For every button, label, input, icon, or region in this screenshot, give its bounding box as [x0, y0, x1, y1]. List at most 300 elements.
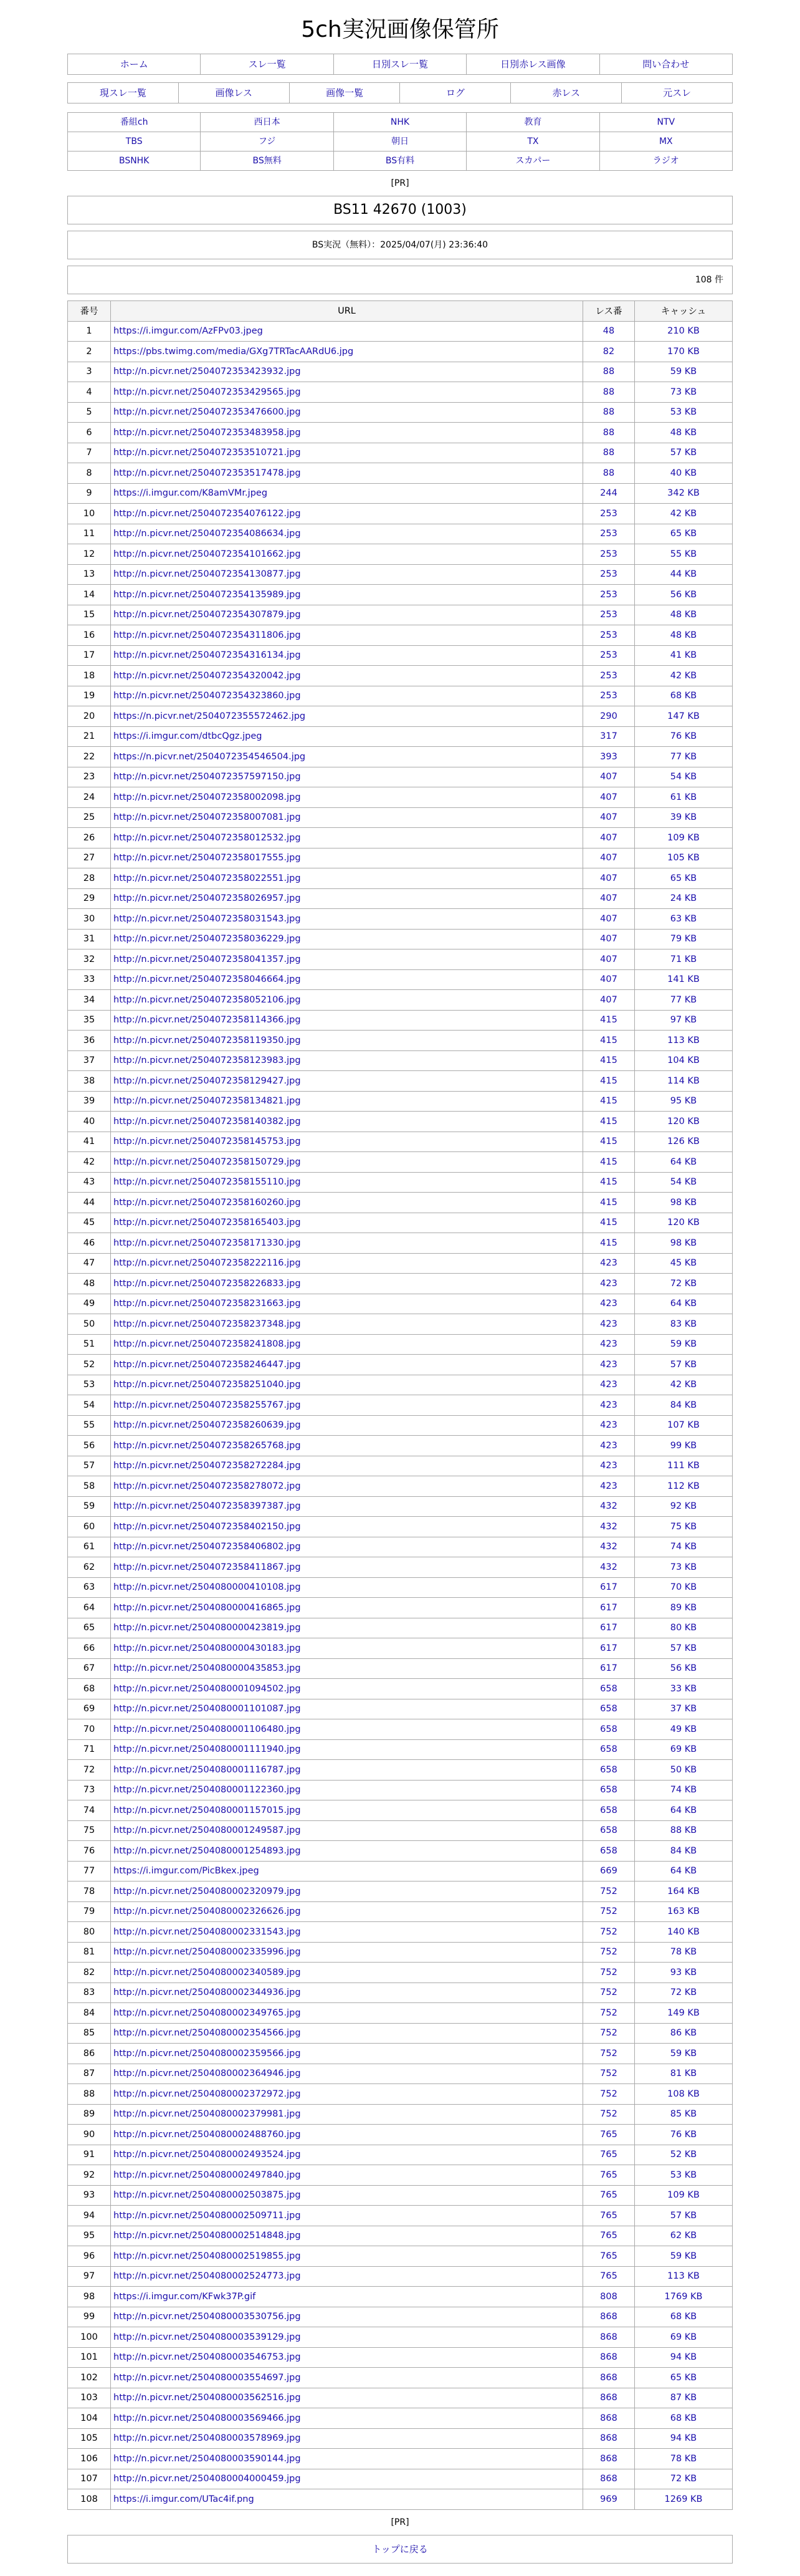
cache-size-link[interactable]: 59 KB — [635, 362, 733, 382]
cache-size-link[interactable]: 108 KB — [635, 2084, 733, 2105]
image-url-link[interactable]: http://n.picvr.net/2504072358114366.jpg — [113, 1015, 301, 1026]
cache-size-link[interactable]: 79 KB — [635, 929, 733, 949]
res-number-link[interactable]: 752 — [583, 1942, 635, 1963]
cache-size-link[interactable]: 105 KB — [635, 848, 733, 868]
cache-size-link[interactable]: 59 KB — [635, 2044, 733, 2064]
cache-size-link[interactable]: 54 KB — [635, 767, 733, 787]
cache-size-link[interactable]: 72 KB — [635, 1274, 733, 1294]
res-number-link[interactable]: 658 — [583, 1739, 635, 1760]
res-number-link[interactable]: 88 — [583, 423, 635, 443]
res-number-link[interactable]: 48 — [583, 321, 635, 342]
res-number-link[interactable]: 88 — [583, 463, 635, 484]
image-url-link[interactable]: http://n.picvr.net/2504080002349765.jpg — [113, 2007, 301, 2018]
cache-size-link[interactable]: 126 KB — [635, 1132, 733, 1152]
res-number-link[interactable]: 407 — [583, 909, 635, 930]
cache-size-link[interactable]: 72 KB — [635, 1982, 733, 2003]
image-url-link[interactable]: http://n.picvr.net/2504072354086634.jpg — [113, 529, 301, 539]
cache-size-link[interactable]: 76 KB — [635, 2125, 733, 2145]
image-url-link[interactable]: http://n.picvr.net/2504072358406802.jpg — [113, 1542, 301, 1552]
cache-size-link[interactable]: 111 KB — [635, 1456, 733, 1476]
res-number-link[interactable]: 752 — [583, 2104, 635, 2125]
res-number-link[interactable]: 765 — [583, 2145, 635, 2165]
res-number-link[interactable]: 752 — [583, 2044, 635, 2064]
res-number-link[interactable]: 407 — [583, 949, 635, 970]
cache-size-link[interactable]: 81 KB — [635, 2064, 733, 2084]
res-number-link[interactable]: 253 — [583, 564, 635, 585]
res-number-link[interactable]: 765 — [583, 2165, 635, 2186]
image-url-link[interactable]: http://n.picvr.net/2504080000423819.jpg — [113, 1623, 301, 1633]
cache-size-link[interactable]: 69 KB — [635, 1739, 733, 1760]
cache-size-link[interactable]: 120 KB — [635, 1112, 733, 1132]
image-url-link[interactable]: http://n.picvr.net/2504080002519855.jpg — [113, 2251, 301, 2261]
image-url-link[interactable]: http://n.picvr.net/2504072358255767.jpg — [113, 1400, 301, 1410]
res-number-link[interactable]: 253 — [583, 504, 635, 524]
image-url-link[interactable]: http://n.picvr.net/2504072354323860.jpg — [113, 691, 301, 701]
image-url-link[interactable]: http://n.picvr.net/2504072354101662.jpg — [113, 549, 301, 559]
image-url-link[interactable]: http://n.picvr.net/2504072358272284.jpg — [113, 1461, 301, 1471]
cache-size-link[interactable]: 59 KB — [635, 1334, 733, 1355]
image-url-link[interactable]: http://n.picvr.net/2504080002379981.jpg — [113, 2109, 301, 2120]
cache-size-link[interactable]: 141 KB — [635, 969, 733, 990]
image-url-link[interactable]: http://n.picvr.net/2504072358265768.jpg — [113, 1440, 301, 1451]
res-number-link[interactable]: 415 — [583, 1071, 635, 1092]
image-url-link[interactable]: http://n.picvr.net/2504080000435853.jpg — [113, 1663, 301, 1674]
cache-size-link[interactable]: 80 KB — [635, 1618, 733, 1638]
image-url-link[interactable]: http://n.picvr.net/2504072354311806.jpg — [113, 630, 301, 640]
cache-size-link[interactable]: 113 KB — [635, 2266, 733, 2287]
cache-size-link[interactable]: 147 KB — [635, 706, 733, 727]
res-number-link[interactable]: 752 — [583, 2023, 635, 2044]
image-url-link[interactable]: http://n.picvr.net/2504080002344936.jpg — [113, 1987, 301, 1998]
image-url-link[interactable]: http://n.picvr.net/2504080001116787.jpg — [113, 1764, 301, 1775]
cache-size-link[interactable]: 54 KB — [635, 1172, 733, 1193]
res-number-link[interactable]: 317 — [583, 726, 635, 747]
res-number-link[interactable]: 423 — [583, 1476, 635, 1497]
res-number-link[interactable]: 432 — [583, 1537, 635, 1557]
res-number-link[interactable]: 658 — [583, 1841, 635, 1862]
image-url-link[interactable]: http://n.picvr.net/2504072358140382.jpg — [113, 1116, 301, 1127]
res-number-link[interactable]: 253 — [583, 686, 635, 706]
cache-size-link[interactable]: 50 KB — [635, 1760, 733, 1781]
cache-size-link[interactable]: 53 KB — [635, 402, 733, 423]
cache-size-link[interactable]: 68 KB — [635, 686, 733, 706]
image-url-link[interactable]: http://n.picvr.net/2504080004000459.jpg — [113, 2474, 301, 2484]
image-url-link[interactable]: http://n.picvr.net/2504080002493524.jpg — [113, 2150, 301, 2160]
image-url-link[interactable]: http://n.picvr.net/2504080001101087.jpg — [113, 1704, 301, 1714]
image-url-link[interactable]: http://n.picvr.net/2504072358041357.jpg — [113, 954, 301, 964]
thread-menu-item-3[interactable]: ログ — [400, 83, 511, 103]
cache-size-link[interactable]: 109 KB — [635, 828, 733, 848]
res-number-link[interactable]: 658 — [583, 1800, 635, 1821]
res-number-link[interactable]: 253 — [583, 524, 635, 544]
image-url-link[interactable]: http://n.picvr.net/2504072353510721.jpg — [113, 448, 301, 458]
cache-size-link[interactable]: 48 KB — [635, 625, 733, 646]
main-menu-item-3[interactable]: 日別赤レス画像 — [467, 54, 599, 75]
image-url-link[interactable]: https://i.imgur.com/AzFPv03.jpeg — [113, 326, 263, 337]
image-url-link[interactable]: http://n.picvr.net/2504072358237348.jpg — [113, 1319, 301, 1329]
cache-size-link[interactable]: 104 KB — [635, 1050, 733, 1071]
image-url-link[interactable]: http://n.picvr.net/2504072358134821.jpg — [113, 1096, 301, 1107]
cache-size-link[interactable]: 57 KB — [635, 1355, 733, 1375]
cache-size-link[interactable]: 120 KB — [635, 1213, 733, 1233]
image-url-link[interactable]: https://i.imgur.com/PicBkex.jpeg — [113, 1866, 259, 1877]
cache-size-link[interactable]: 53 KB — [635, 2165, 733, 2186]
cache-size-link[interactable]: 75 KB — [635, 1517, 733, 1537]
image-url-link[interactable]: http://n.picvr.net/2504080001157015.jpg — [113, 1805, 301, 1815]
cache-size-link[interactable]: 71 KB — [635, 949, 733, 970]
res-number-link[interactable]: 393 — [583, 747, 635, 767]
cache-size-link[interactable]: 49 KB — [635, 1719, 733, 1740]
cache-size-link[interactable]: 69 KB — [635, 2327, 733, 2348]
image-url-link[interactable]: http://n.picvr.net/2504080003569466.jpg — [113, 2413, 301, 2423]
image-url-link[interactable]: http://n.picvr.net/2504072358251040.jpg — [113, 1380, 301, 1390]
image-url-link[interactable]: https://i.imgur.com/K8amVMr.jpeg — [113, 488, 268, 499]
cache-size-link[interactable]: 64 KB — [635, 1294, 733, 1314]
image-url-link[interactable]: http://n.picvr.net/2504080002354566.jpg — [113, 2028, 301, 2039]
res-number-link[interactable]: 658 — [583, 1760, 635, 1781]
cache-size-link[interactable]: 107 KB — [635, 1415, 733, 1436]
image-url-link[interactable]: http://n.picvr.net/2504072358231663.jpg — [113, 1299, 301, 1309]
image-url-link[interactable]: http://n.picvr.net/2504080000410108.jpg — [113, 1582, 301, 1593]
image-url-link[interactable]: http://n.picvr.net/2504080002335996.jpg — [113, 1947, 301, 1958]
thread-menu-item-1[interactable]: 画像レス — [179, 83, 290, 103]
cache-size-link[interactable]: 94 KB — [635, 2428, 733, 2449]
image-url-link[interactable]: http://n.picvr.net/2504072358241808.jpg — [113, 1339, 301, 1350]
channel-link-1[interactable]: 西日本 — [201, 113, 333, 132]
image-url-link[interactable]: http://n.picvr.net/2504072354130877.jpg — [113, 569, 301, 580]
image-url-link[interactable]: http://n.picvr.net/2504072358052106.jpg — [113, 994, 301, 1005]
res-number-link[interactable]: 407 — [583, 888, 635, 909]
image-url-link[interactable]: http://n.picvr.net/2504072353483958.jpg — [113, 427, 301, 438]
image-url-link[interactable]: http://n.picvr.net/2504080002340589.jpg — [113, 1967, 301, 1978]
cache-size-link[interactable]: 114 KB — [635, 1071, 733, 1092]
res-number-link[interactable]: 868 — [583, 2428, 635, 2449]
cache-size-link[interactable]: 42 KB — [635, 1375, 733, 1395]
res-number-link[interactable]: 423 — [583, 1355, 635, 1375]
image-url-link[interactable]: http://n.picvr.net/2504072354316134.jpg — [113, 650, 301, 661]
cache-size-link[interactable]: 89 KB — [635, 1598, 733, 1618]
cache-size-link[interactable]: 64 KB — [635, 1800, 733, 1821]
res-number-link[interactable]: 407 — [583, 787, 635, 808]
channel-link-10[interactable]: BSNHK — [68, 151, 201, 171]
image-url-link[interactable]: http://n.picvr.net/2504080001254893.jpg — [113, 1845, 301, 1856]
cache-size-link[interactable]: 45 KB — [635, 1253, 733, 1274]
res-number-link[interactable]: 423 — [583, 1334, 635, 1355]
res-number-link[interactable]: 868 — [583, 2388, 635, 2408]
image-url-link[interactable]: http://n.picvr.net/2504072358278072.jpg — [113, 1481, 301, 1491]
res-number-link[interactable]: 752 — [583, 2064, 635, 2084]
res-number-link[interactable]: 88 — [583, 443, 635, 463]
cache-size-link[interactable]: 92 KB — [635, 1496, 733, 1517]
thread-menu-item-0[interactable]: 現スレ一覧 — [68, 83, 179, 103]
res-number-link[interactable]: 752 — [583, 1982, 635, 2003]
cache-size-link[interactable]: 72 KB — [635, 2469, 733, 2489]
thread-menu-item-5[interactable]: 元スレ — [622, 83, 733, 103]
res-number-link[interactable]: 253 — [583, 585, 635, 605]
image-url-link[interactable]: http://n.picvr.net/2504072357597150.jpg — [113, 772, 301, 782]
res-number-link[interactable]: 808 — [583, 2287, 635, 2307]
res-number-link[interactable]: 969 — [583, 2489, 635, 2510]
image-url-link[interactable]: http://n.picvr.net/2504072358123983.jpg — [113, 1055, 301, 1066]
image-url-link[interactable]: http://n.picvr.net/2504072358002098.jpg — [113, 792, 301, 802]
channel-link-0[interactable]: 番組ch — [68, 113, 201, 132]
res-number-link[interactable]: 415 — [583, 1193, 635, 1213]
cache-size-link[interactable]: 70 KB — [635, 1577, 733, 1598]
image-url-link[interactable]: http://n.picvr.net/2504072358012532.jpg — [113, 832, 301, 843]
res-number-link[interactable]: 253 — [583, 544, 635, 565]
cache-size-link[interactable]: 33 KB — [635, 1679, 733, 1699]
cache-size-link[interactable]: 55 KB — [635, 544, 733, 565]
cache-size-link[interactable]: 65 KB — [635, 868, 733, 889]
res-number-link[interactable]: 765 — [583, 2226, 635, 2246]
cache-size-link[interactable]: 42 KB — [635, 666, 733, 686]
channel-link-5[interactable]: TBS — [68, 132, 201, 151]
res-number-link[interactable]: 423 — [583, 1274, 635, 1294]
res-number-link[interactable]: 752 — [583, 1922, 635, 1943]
channel-link-7[interactable]: 朝日 — [334, 132, 467, 151]
res-number-link[interactable]: 617 — [583, 1598, 635, 1618]
res-number-link[interactable]: 617 — [583, 1577, 635, 1598]
channel-link-9[interactable]: MX — [600, 132, 733, 151]
res-number-link[interactable]: 765 — [583, 2246, 635, 2267]
cache-size-link[interactable]: 149 KB — [635, 2003, 733, 2024]
res-number-link[interactable]: 415 — [583, 1213, 635, 1233]
res-number-link[interactable]: 253 — [583, 666, 635, 686]
image-url-link[interactable]: http://n.picvr.net/2504072354320042.jpg — [113, 670, 301, 681]
main-menu-item-2[interactable]: 日別スレ一覧 — [334, 54, 467, 75]
cache-size-link[interactable]: 85 KB — [635, 2104, 733, 2125]
channel-link-2[interactable]: NHK — [334, 113, 467, 132]
cache-size-link[interactable]: 52 KB — [635, 2145, 733, 2165]
channel-link-14[interactable]: ラジオ — [600, 151, 733, 171]
cache-size-link[interactable]: 39 KB — [635, 807, 733, 828]
res-number-link[interactable]: 752 — [583, 2084, 635, 2105]
cache-size-link[interactable]: 76 KB — [635, 726, 733, 747]
res-number-link[interactable]: 432 — [583, 1557, 635, 1578]
image-url-link[interactable]: http://n.picvr.net/2504072358026957.jpg — [113, 893, 301, 904]
image-url-link[interactable]: http://n.picvr.net/2504080002524773.jpg — [113, 2271, 301, 2282]
res-number-link[interactable]: 423 — [583, 1375, 635, 1395]
image-url-link[interactable]: https://i.imgur.com/UTac4if.png — [113, 2494, 254, 2504]
cache-size-link[interactable]: 59 KB — [635, 2246, 733, 2267]
main-menu-item-1[interactable]: スレ一覧 — [201, 54, 333, 75]
image-url-link[interactable]: http://n.picvr.net/2504072358017555.jpg — [113, 853, 301, 863]
cache-size-link[interactable]: 64 KB — [635, 1861, 733, 1882]
image-url-link[interactable]: https://i.imgur.com/KFwk37P.gif — [113, 2291, 256, 2302]
image-url-link[interactable]: http://n.picvr.net/2504080000430183.jpg — [113, 1643, 301, 1653]
cache-size-link[interactable]: 94 KB — [635, 2347, 733, 2368]
cache-size-link[interactable]: 84 KB — [635, 1395, 733, 1416]
main-menu-item-4[interactable]: 問い合わせ — [600, 54, 733, 75]
image-url-link[interactable]: http://n.picvr.net/2504080003562516.jpg — [113, 2393, 301, 2403]
image-url-link[interactable]: http://n.picvr.net/2504072354076122.jpg — [113, 508, 301, 519]
res-number-link[interactable]: 88 — [583, 382, 635, 403]
res-number-link[interactable]: 415 — [583, 1233, 635, 1254]
image-url-link[interactable]: http://n.picvr.net/2504080001122360.jpg — [113, 1785, 301, 1795]
res-number-link[interactable]: 415 — [583, 1132, 635, 1152]
cache-size-link[interactable]: 68 KB — [635, 2408, 733, 2429]
res-number-link[interactable]: 432 — [583, 1496, 635, 1517]
res-number-link[interactable]: 617 — [583, 1638, 635, 1659]
cache-size-link[interactable]: 113 KB — [635, 1031, 733, 1051]
res-number-link[interactable]: 415 — [583, 1091, 635, 1112]
res-number-link[interactable]: 253 — [583, 625, 635, 646]
cache-size-link[interactable]: 87 KB — [635, 2388, 733, 2408]
res-number-link[interactable]: 423 — [583, 1436, 635, 1456]
channel-link-8[interactable]: TX — [467, 132, 599, 151]
res-number-link[interactable]: 407 — [583, 767, 635, 787]
res-number-link[interactable]: 415 — [583, 1031, 635, 1051]
cache-size-link[interactable]: 112 KB — [635, 1476, 733, 1497]
image-url-link[interactable]: http://n.picvr.net/2504072354307879.jpg — [113, 610, 301, 620]
res-number-link[interactable]: 432 — [583, 1517, 635, 1537]
channel-link-12[interactable]: BS有料 — [334, 151, 467, 171]
res-number-link[interactable]: 868 — [583, 2307, 635, 2327]
res-number-link[interactable]: 752 — [583, 1882, 635, 1902]
image-url-link[interactable]: https://n.picvr.net/2504072354546504.jpg — [113, 751, 306, 762]
cache-size-link[interactable]: 140 KB — [635, 1922, 733, 1943]
image-url-link[interactable]: http://n.picvr.net/2504080003554697.jpg — [113, 2372, 301, 2383]
cache-size-link[interactable]: 56 KB — [635, 585, 733, 605]
cache-size-link[interactable]: 74 KB — [635, 1537, 733, 1557]
res-number-link[interactable]: 617 — [583, 1658, 635, 1679]
cache-size-link[interactable]: 164 KB — [635, 1882, 733, 1902]
res-number-link[interactable]: 253 — [583, 605, 635, 625]
res-number-link[interactable]: 765 — [583, 2266, 635, 2287]
image-url-link[interactable]: http://n.picvr.net/2504072358046664.jpg — [113, 974, 301, 985]
cache-size-link[interactable]: 84 KB — [635, 1841, 733, 1862]
res-number-link[interactable]: 423 — [583, 1456, 635, 1476]
res-number-link[interactable]: 244 — [583, 483, 635, 504]
cache-size-link[interactable]: 64 KB — [635, 1152, 733, 1173]
image-url-link[interactable]: https://n.picvr.net/2504072355572462.jpg — [113, 711, 306, 721]
image-url-link[interactable]: http://n.picvr.net/2504080003578969.jpg — [113, 2433, 301, 2444]
channel-link-6[interactable]: フジ — [201, 132, 333, 151]
image-url-link[interactable]: http://n.picvr.net/2504072358031543.jpg — [113, 913, 301, 924]
cache-size-link[interactable]: 65 KB — [635, 2368, 733, 2388]
image-url-link[interactable]: http://n.picvr.net/2504072358036229.jpg — [113, 934, 301, 944]
cache-size-link[interactable]: 42 KB — [635, 504, 733, 524]
thread-menu-item-2[interactable]: 画像一覧 — [290, 83, 401, 103]
cache-size-link[interactable]: 98 KB — [635, 1233, 733, 1254]
res-number-link[interactable]: 868 — [583, 2327, 635, 2348]
image-url-link[interactable]: http://n.picvr.net/2504080002514848.jpg — [113, 2231, 301, 2241]
res-number-link[interactable]: 752 — [583, 1963, 635, 1983]
cache-size-link[interactable]: 98 KB — [635, 1193, 733, 1213]
res-number-link[interactable]: 868 — [583, 2469, 635, 2489]
cache-size-link[interactable]: 83 KB — [635, 1314, 733, 1335]
cache-size-link[interactable]: 86 KB — [635, 2023, 733, 2044]
res-number-link[interactable]: 415 — [583, 1152, 635, 1173]
res-number-link[interactable]: 407 — [583, 990, 635, 1011]
cache-size-link[interactable]: 78 KB — [635, 1942, 733, 1963]
cache-size-link[interactable]: 62 KB — [635, 2226, 733, 2246]
image-url-link[interactable]: http://n.picvr.net/2504072358129427.jpg — [113, 1075, 301, 1086]
image-url-link[interactable]: http://n.picvr.net/2504072358246447.jpg — [113, 1359, 301, 1370]
cache-size-link[interactable]: 1769 KB — [635, 2287, 733, 2307]
image-url-link[interactable]: http://n.picvr.net/2504080003546753.jpg — [113, 2352, 301, 2363]
image-url-link[interactable]: http://n.picvr.net/2504072353429565.jpg — [113, 387, 301, 397]
cache-size-link[interactable]: 73 KB — [635, 382, 733, 403]
cache-size-link[interactable]: 95 KB — [635, 1091, 733, 1112]
cache-size-link[interactable]: 88 KB — [635, 1820, 733, 1841]
res-number-link[interactable]: 415 — [583, 1112, 635, 1132]
cache-size-link[interactable]: 63 KB — [635, 909, 733, 930]
cache-size-link[interactable]: 61 KB — [635, 787, 733, 808]
res-number-link[interactable]: 415 — [583, 1050, 635, 1071]
cache-size-link[interactable]: 57 KB — [635, 1638, 733, 1659]
image-url-link[interactable]: http://n.picvr.net/2504080001106480.jpg — [113, 1724, 301, 1734]
channel-link-11[interactable]: BS無料 — [201, 151, 333, 171]
image-url-link[interactable]: http://n.picvr.net/2504072358411867.jpg — [113, 1562, 301, 1572]
image-url-link[interactable]: http://n.picvr.net/2504080002488760.jpg — [113, 2129, 301, 2140]
image-url-link[interactable]: http://n.picvr.net/2504072358155110.jpg — [113, 1177, 301, 1188]
res-number-link[interactable]: 765 — [583, 2125, 635, 2145]
image-url-link[interactable]: http://n.picvr.net/2504080003590144.jpg — [113, 2453, 301, 2464]
image-url-link[interactable]: http://n.picvr.net/2504072353476600.jpg — [113, 407, 301, 418]
res-number-link[interactable]: 868 — [583, 2408, 635, 2429]
cache-size-link[interactable]: 37 KB — [635, 1699, 733, 1719]
image-url-link[interactable]: http://n.picvr.net/2504072358171330.jpg — [113, 1238, 301, 1248]
res-number-link[interactable]: 658 — [583, 1699, 635, 1719]
cache-size-link[interactable]: 68 KB — [635, 2307, 733, 2327]
cache-size-link[interactable]: 74 KB — [635, 1780, 733, 1800]
cache-size-link[interactable]: 57 KB — [635, 443, 733, 463]
res-number-link[interactable]: 290 — [583, 706, 635, 727]
res-number-link[interactable]: 423 — [583, 1395, 635, 1416]
cache-size-link[interactable]: 99 KB — [635, 1436, 733, 1456]
image-url-link[interactable]: http://n.picvr.net/2504080003530756.jpg — [113, 2312, 301, 2322]
image-url-link[interactable]: http://n.picvr.net/2504080001111940.jpg — [113, 1744, 301, 1755]
image-url-link[interactable]: http://n.picvr.net/2504072358007081.jpg — [113, 812, 301, 823]
res-number-link[interactable]: 658 — [583, 1679, 635, 1699]
cache-size-link[interactable]: 48 KB — [635, 423, 733, 443]
cache-size-link[interactable]: 78 KB — [635, 2449, 733, 2469]
res-number-link[interactable]: 752 — [583, 2003, 635, 2024]
res-number-link[interactable]: 407 — [583, 807, 635, 828]
res-number-link[interactable]: 658 — [583, 1820, 635, 1841]
res-number-link[interactable]: 423 — [583, 1415, 635, 1436]
image-url-link[interactable]: http://n.picvr.net/2504080003539129.jpg — [113, 2332, 301, 2342]
cache-size-link[interactable]: 56 KB — [635, 1658, 733, 1679]
res-number-link[interactable]: 617 — [583, 1618, 635, 1638]
image-url-link[interactable]: http://n.picvr.net/2504080002320979.jpg — [113, 1886, 301, 1896]
cache-size-link[interactable]: 109 KB — [635, 2185, 733, 2206]
res-number-link[interactable]: 868 — [583, 2347, 635, 2368]
image-url-link[interactable]: http://n.picvr.net/2504072358022551.jpg — [113, 873, 301, 883]
image-url-link[interactable]: http://n.picvr.net/2504072354135989.jpg — [113, 589, 301, 600]
image-url-link[interactable]: http://n.picvr.net/2504072358397387.jpg — [113, 1501, 301, 1512]
image-url-link[interactable]: http://n.picvr.net/2504072358145753.jpg — [113, 1137, 301, 1147]
image-url-link[interactable]: http://n.picvr.net/2504080002372972.jpg — [113, 2088, 301, 2099]
cache-size-link[interactable]: 1269 KB — [635, 2489, 733, 2510]
cache-size-link[interactable]: 24 KB — [635, 888, 733, 909]
cache-size-link[interactable]: 41 KB — [635, 645, 733, 666]
image-url-link[interactable]: http://n.picvr.net/2504080002503875.jpg — [113, 2190, 301, 2201]
image-url-link[interactable]: http://n.picvr.net/2504072358119350.jpg — [113, 1035, 301, 1045]
image-url-link[interactable]: http://n.picvr.net/2504072358150729.jpg — [113, 1156, 301, 1167]
cache-size-link[interactable]: 40 KB — [635, 463, 733, 484]
res-number-link[interactable]: 658 — [583, 1780, 635, 1800]
res-number-link[interactable]: 88 — [583, 362, 635, 382]
cache-size-link[interactable]: 170 KB — [635, 342, 733, 362]
image-url-link[interactable]: http://n.picvr.net/2504080001094502.jpg — [113, 1683, 301, 1694]
channel-link-4[interactable]: NTV — [600, 113, 733, 132]
cache-size-link[interactable]: 77 KB — [635, 990, 733, 1011]
cache-size-link[interactable]: 210 KB — [635, 321, 733, 342]
image-url-link[interactable]: http://n.picvr.net/2504072358222116.jpg — [113, 1258, 301, 1269]
res-number-link[interactable]: 82 — [583, 342, 635, 362]
